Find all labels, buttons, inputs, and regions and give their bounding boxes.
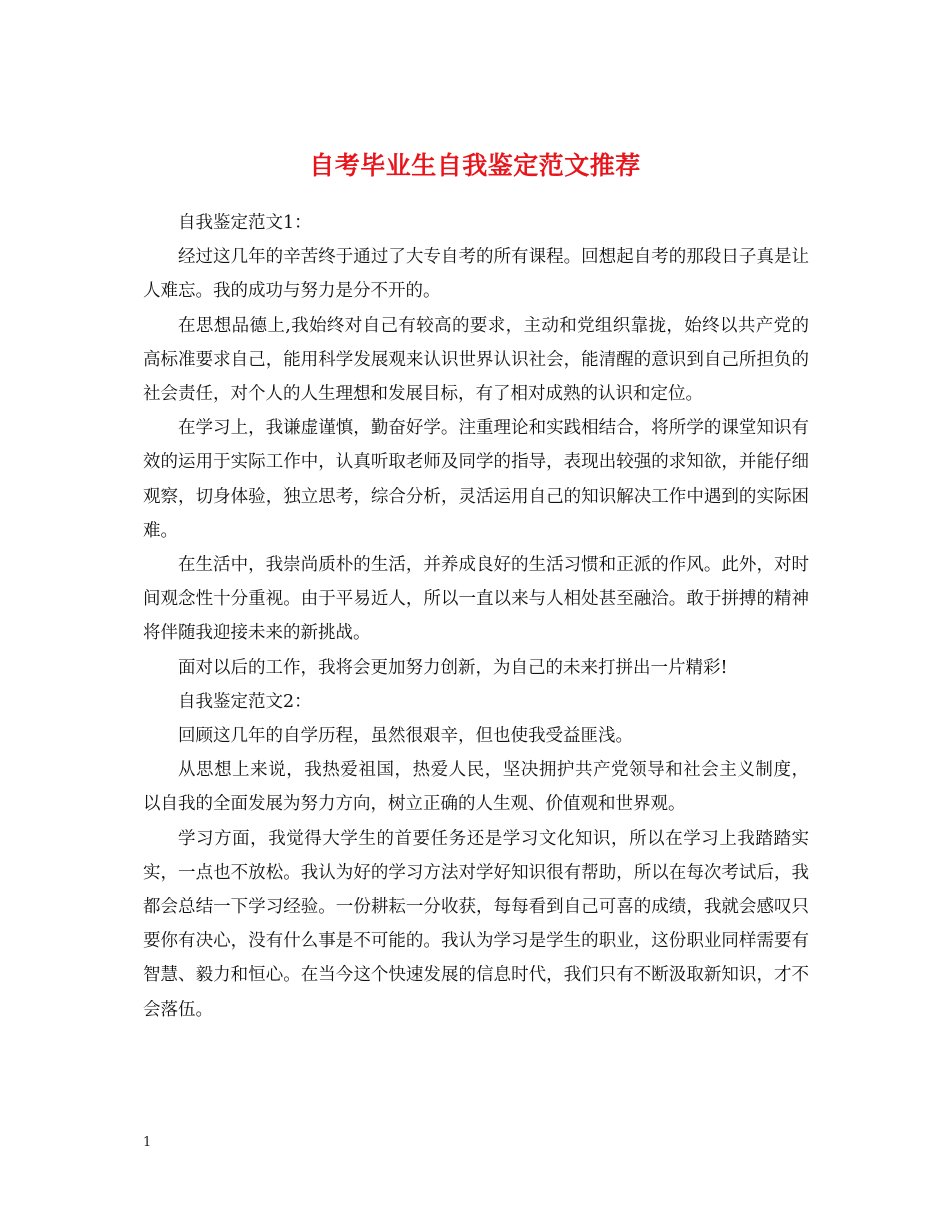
- paragraph: 经过这几年的辛苦终于通过了大专自考的所有课程。回想起自考的那段日子真是让人难忘。我的成功与努力是分不开的。: [143, 247, 809, 302]
- heading-sample-1: 自我鉴定范文1：: [178, 213, 312, 233]
- page-number: 1: [143, 1135, 152, 1150]
- document-title: 自考毕业生自我鉴定范文推荐: [309, 150, 641, 180]
- paragraph: 面对以后的工作，我将会更加努力创新，为自己的未来打拼出一片精彩!: [178, 657, 728, 678]
- paragraph: 在思想品德上,我始终对自己有较高的要求，主动和党组织靠拢，始终以共产党的高标准要求自己，能用科学发展观来认识世界认识社会，能清醒的意识到自己所担负的社会责任，对个人的人生理想和发展目标，有了相对成熟的认识和定位。: [143, 315, 809, 405]
- paragraph: 在学习上，我谦虚谨慎，勤奋好学。注重理论和实践相结合，将所学的课堂知识有效的运用于实际工作中，认真听取老师及同学的指导，表现出较强的求知欲，并能仔细观察，切身体验，独立思考，综合分析，灵活运用自己的知识解决工作中遇到的实际困难。: [143, 418, 809, 541]
- paragraph: 回顾这几年的自学历程，虽然很艰辛，但也使我受益匪浅。: [178, 726, 633, 747]
- document-body: [143, 206, 809, 1027]
- paragraph: 从思想上来说，我热爱祖国，热爱人民，坚决拥护共产党领导和社会主义制度， 以自我的全面发展为努力方向，树立正确的人生观、价值观和世界观。: [143, 760, 809, 815]
- heading-sample-2: 自我鉴定范文2：: [178, 691, 312, 712]
- paragraph: 学习方面，我觉得大学生的首要任务还是学习文化知识，所以在学习上我踏踏实实，一点也不放松。我认为好的学习方法对学好知识很有帮助，所以在每次考试后，我都会总结一下学习经验。一份耕耘一分收获，每每看到自己可喜的成绩，我就会感叹只要你有决心，没有什么事是不可能的。我认为学习是学生的职业，这份职业同样需要有智慧、毅力和恒心。在当今这个快速发展的信息时代，我们只有不断汲取新知识，才不会落伍。: [143, 828, 809, 1020]
- paragraph: 在生活中，我崇尚质朴的生活，并养成良好的生活习惯和正派的作风。此外，对时间观念性十分重视。由于平易近人，所以一直以来与人相处甚至融洽。敢于拼搏的精神将伴随我迎接未来的新挑战。: [143, 555, 809, 644]
